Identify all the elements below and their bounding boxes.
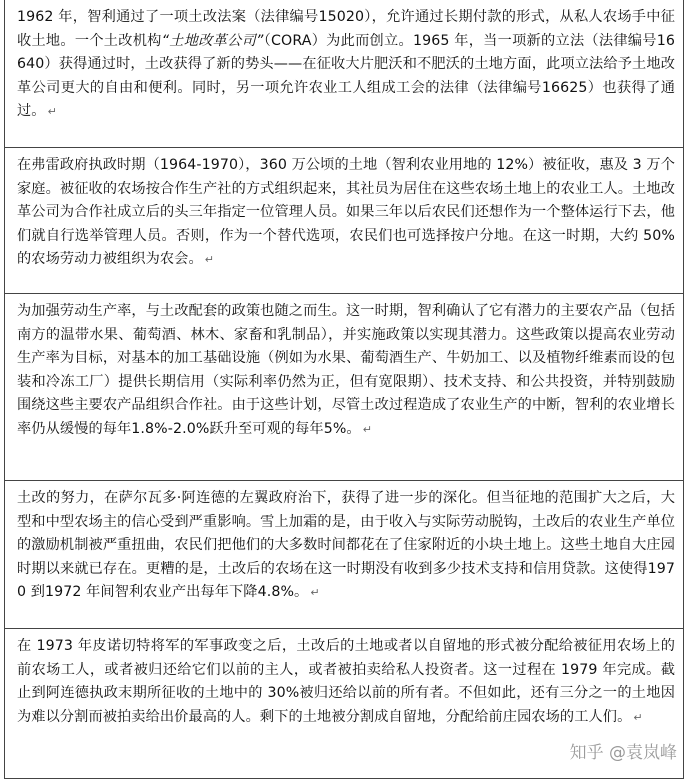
paragraph-3-text: 为加强劳动生产率，与土改配套的政策也随之而生。这一时期，智利确认了它有潜力的主要农产品（包括南方的温带水果、葡萄酒、林木、家畜和乳制品），并实施政策以实现其潜力。这些政策以提高农业劳动生产率为目标，对基本的加工基础设施（例如为水果、葡萄酒生产、牛奶加工、以及植物纤维素而设的包装和冷冻工厂）提供长期信用（实际利率仍然为正，但有宽限期）、技术支持、和公共投资，并特别鼓励围绕这些主要农产品组织合作社。由于这些计划，尽管土改过程造成了农业生产的中断，智利的农业增长率仍从缓慢的每年1.8%-2.0%跃升至可观的每年5%。 (17, 303, 675, 437)
zhihu-watermark: 知乎 @袁岚峰 (569, 743, 677, 763)
paragraph-2 (17, 154, 675, 272)
paragraph-1-text-a: 1962 年，智利通过了一项土改法案（法律编号15020），允许通过长期付款的形式，从私人农场手中征收土地。一个土改机构 (17, 9, 675, 49)
paragraph-cell-5 (5, 629, 683, 779)
paragraph-mark-icon: ↵ (362, 422, 373, 436)
paragraph-1 (17, 6, 675, 124)
paragraph-4-text: 土改的努力，在萨尔瓦多·阿连德的左翼政府治下，获得了进一步的深化。但当征地的范围扩大之后，大型和中型农场主的信心受到严重影响。雪上加霜的是，由于收入与实际劳动脱钩，土改后的农业生产单位的激励机制被严重扭曲，农民们把他们的大多数时间都花在了住家附近的小块土地上。这些土地自大庄园时期以来就已存在。更糟的是，土改后的农场在这一时期没有收到多少技术支持和信用贷款。这使得1970 到1972 年间智利农业产出每年下降4.8%。 (17, 490, 675, 601)
paragraph-5 (17, 635, 675, 729)
paragraph-cell-2 (5, 148, 683, 294)
paragraph-cell-1 (5, 0, 683, 148)
paragraph-mark-icon: ↵ (633, 710, 643, 724)
paragraph-2-text: 在弗雷政府执政时期（1964-1970），360 万公顷的土地（智利农业用地的 12%）被征收，惠及 3 万个家庭。被征收的农场按合作生产社的方式组织起来，其社员为居住在这些农场土地上的农业工人。土地改革公司为合作社成立后的头三年指定一位管理人员。如果三年以后农民们还想作为一个整体运行下去，他们就自行选举管理人员。否则，作为一个替代选项，农民们也可选择按户分地。在这一时期，大约 50%的农场劳动力被组织为农会。 (17, 157, 675, 268)
cora-name-italic: “土地改革公司” (161, 32, 264, 49)
paragraph-1-text-b: （CORA）为此而创立。1965 年，当一项新的立法（法律编号16640）获得通过时，土改获得了新的势头——在征收大片肥沃和不肥沃的土地方面，此项立法给予土地改革公司更大的自由和便利。同时，另一项允许农业工人组成工会的法律（法律编号16625）也获得了通过。 (17, 32, 675, 120)
paragraph-cell-4 (5, 481, 683, 629)
paragraph-cell-3 (5, 294, 683, 481)
document-page (4, 0, 684, 779)
paragraph-4 (17, 487, 675, 605)
paragraph-mark-icon: ↵ (310, 586, 320, 600)
paragraph-3 (17, 300, 675, 442)
paragraph-mark-icon: ↵ (47, 105, 57, 119)
paragraph-5-text: 在 1973 年皮诺切特将军的军事政变之后，土改后的土地或者以自留地的形式被分配给被征用农场上的前农场工人，或者被归还给它们以前的主人，或者被拍卖给私人投资者。这一过程在 1979 年完成。截止到阿连德执政末期所征收的土地中的 30%被归还给以前的所有者。不但如此，还有三分之一的土地因为难以分割而被拍卖给出价最高的人。剩下的土地被分割成自留地，分配给前庄园农场的工人们。 (17, 638, 675, 725)
paragraph-mark-icon: ↵ (204, 253, 215, 267)
